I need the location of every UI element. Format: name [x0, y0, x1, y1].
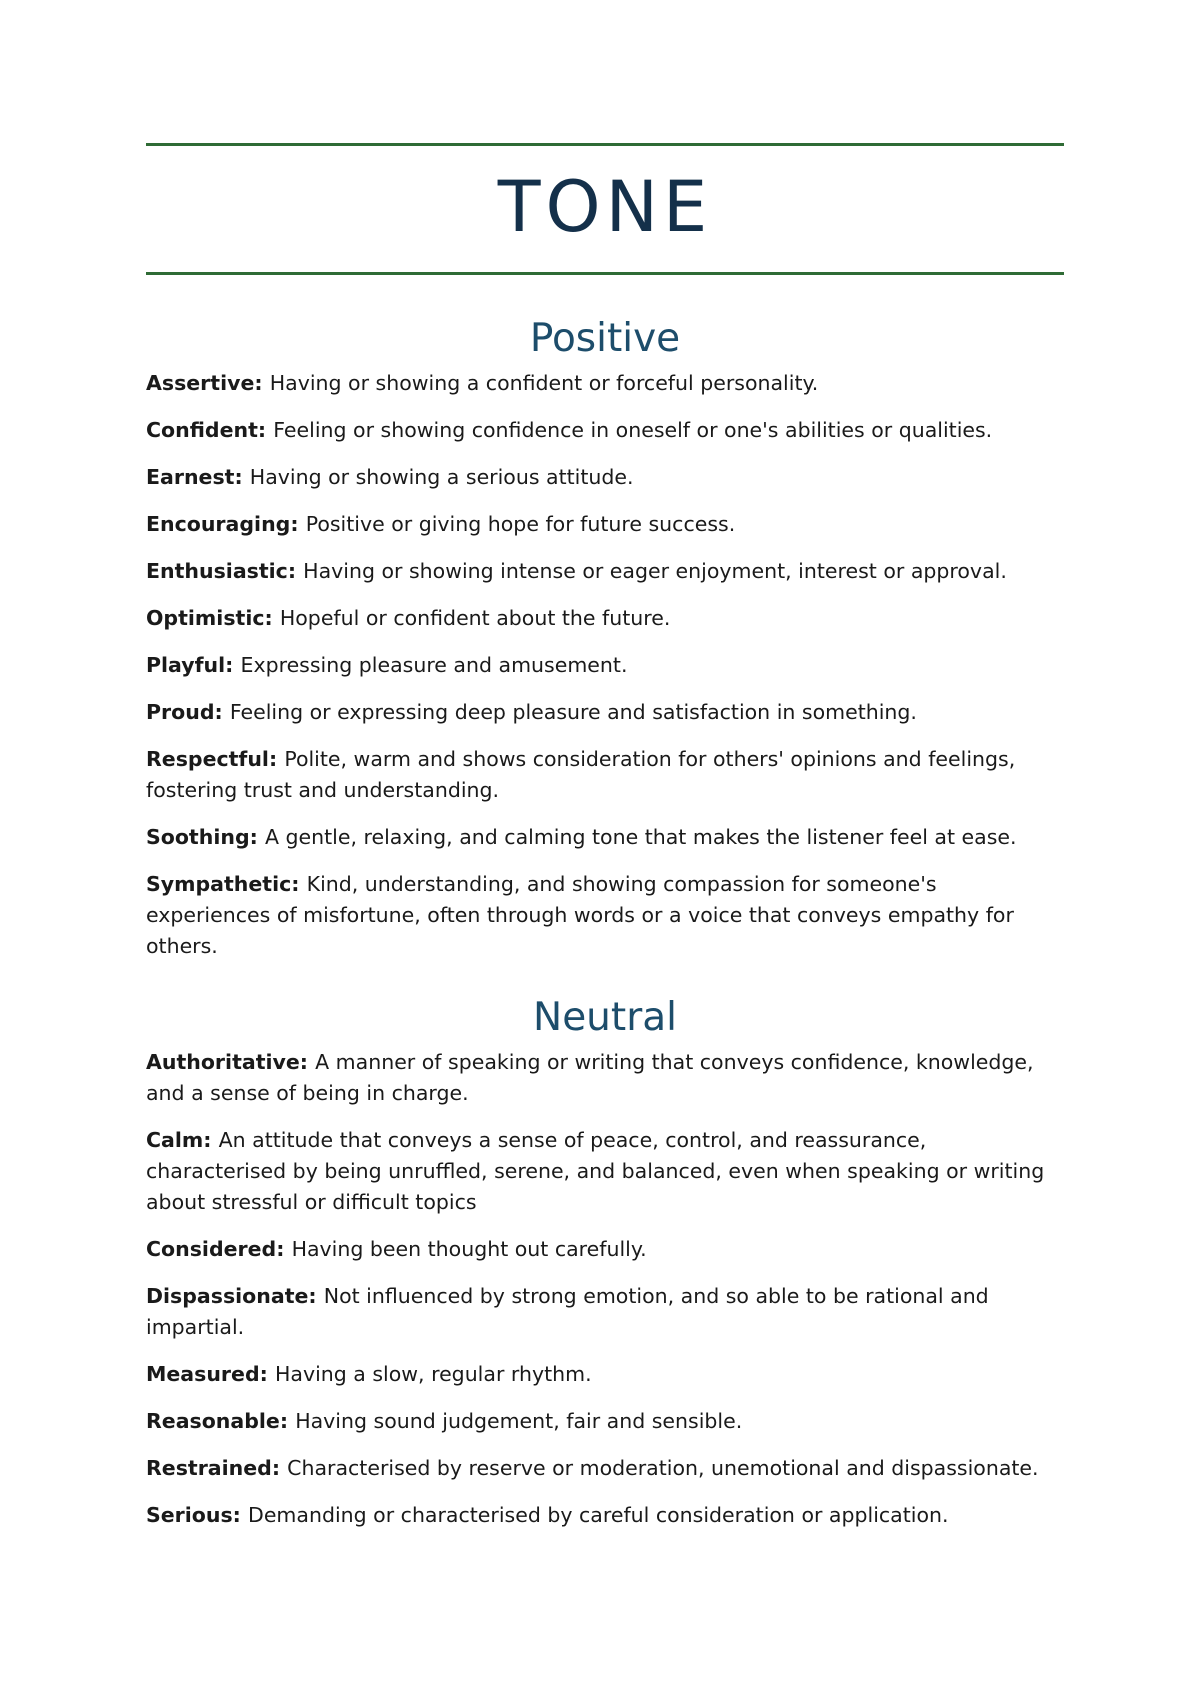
definition: Having been thought out carefully.	[291, 1237, 647, 1261]
entry-proud	[146, 697, 1064, 728]
term: Earnest:	[146, 465, 243, 489]
definition: An attitude that conveys a sense of peace, control, and reassurance, characterised by being unruffled, serene, and balanced, even when speaking or writing about stressful or difficult topics	[146, 1128, 1045, 1214]
section-neutral-list	[146, 1047, 1064, 1531]
section-heading-neutral: Neutral	[533, 995, 677, 1040]
term: Playful:	[146, 653, 234, 677]
definition: Feeling or expressing deep pleasure and satisfaction in something.	[229, 700, 917, 724]
entry-confident	[146, 415, 1064, 446]
term: Enthusiastic:	[146, 559, 297, 583]
term: Confident:	[146, 418, 267, 442]
term: Authoritative:	[146, 1050, 308, 1074]
entry-sympathetic	[146, 869, 1064, 962]
definition: Not influenced by strong emotion, and so able to be rational and impartial.	[146, 1284, 989, 1339]
section-positive-list	[146, 368, 1064, 962]
entry-dispassionate	[146, 1281, 1064, 1343]
term: Proud:	[146, 700, 223, 724]
definition: Feeling or showing confidence in oneself or one's abilities or qualities.	[273, 418, 993, 442]
definition: A gentle, relaxing, and calming tone that makes the listener feel at ease.	[264, 825, 1017, 849]
term: Sympathetic:	[146, 872, 300, 896]
section-heading-positive: Positive	[529, 316, 681, 361]
definition: Positive or giving hope for future success.	[305, 512, 736, 536]
term: Serious:	[146, 1503, 241, 1527]
definition: Hopeful or confident about the future.	[279, 606, 671, 630]
entry-restrained	[146, 1453, 1064, 1484]
entry-reasonable	[146, 1406, 1064, 1437]
entry-authoritative	[146, 1047, 1064, 1109]
entry-assertive	[146, 368, 1064, 399]
page-title: TONE	[497, 166, 713, 248]
definition: Demanding or characterised by careful consideration or application.	[248, 1503, 949, 1527]
term: Soothing:	[146, 825, 258, 849]
entry-considered	[146, 1234, 1064, 1265]
top-rule	[146, 143, 1064, 146]
term: Reasonable:	[146, 1409, 289, 1433]
term: Considered:	[146, 1237, 285, 1261]
entry-serious	[146, 1500, 1064, 1531]
definition: Having sound judgement, fair and sensible.	[295, 1409, 743, 1433]
entry-soothing	[146, 822, 1064, 853]
entry-playful	[146, 650, 1064, 681]
entry-calm	[146, 1125, 1064, 1218]
definition: Having or showing intense or eager enjoyment, interest or approval.	[303, 559, 1007, 583]
definition: Kind, understanding, and showing compassion for someone's experiences of misfortune, often through words or a voice that conveys empathy for others.	[146, 872, 1014, 958]
definition: Polite, warm and shows consideration for others' opinions and feelings, fostering trust and understanding.	[146, 747, 1016, 802]
term: Optimistic:	[146, 606, 273, 630]
document-page	[146, 143, 1064, 1547]
entry-respectful	[146, 744, 1064, 806]
entry-enthusiastic	[146, 556, 1064, 587]
definition: Characterised by reserve or moderation, unemotional and dispassionate.	[287, 1456, 1039, 1480]
definition: Having a slow, regular rhythm.	[274, 1362, 592, 1386]
term: Respectful:	[146, 747, 278, 771]
definition: A manner of speaking or writing that conveys confidence, knowledge, and a sense of being in charge.	[146, 1050, 1034, 1105]
definition: Having or showing a confident or forceful personality.	[269, 371, 819, 395]
entry-measured	[146, 1359, 1064, 1390]
definition: Expressing pleasure and amusement.	[240, 653, 628, 677]
entry-optimistic	[146, 603, 1064, 634]
definition: Having or showing a serious attitude.	[249, 465, 634, 489]
term: Restrained:	[146, 1456, 281, 1480]
term: Dispassionate:	[146, 1284, 317, 1308]
term: Measured:	[146, 1362, 268, 1386]
term: Calm:	[146, 1128, 212, 1152]
entry-encouraging	[146, 509, 1064, 540]
term: Encouraging:	[146, 512, 299, 536]
entry-earnest	[146, 462, 1064, 493]
title-bottom-rule	[146, 272, 1064, 275]
term: Assertive:	[146, 371, 263, 395]
